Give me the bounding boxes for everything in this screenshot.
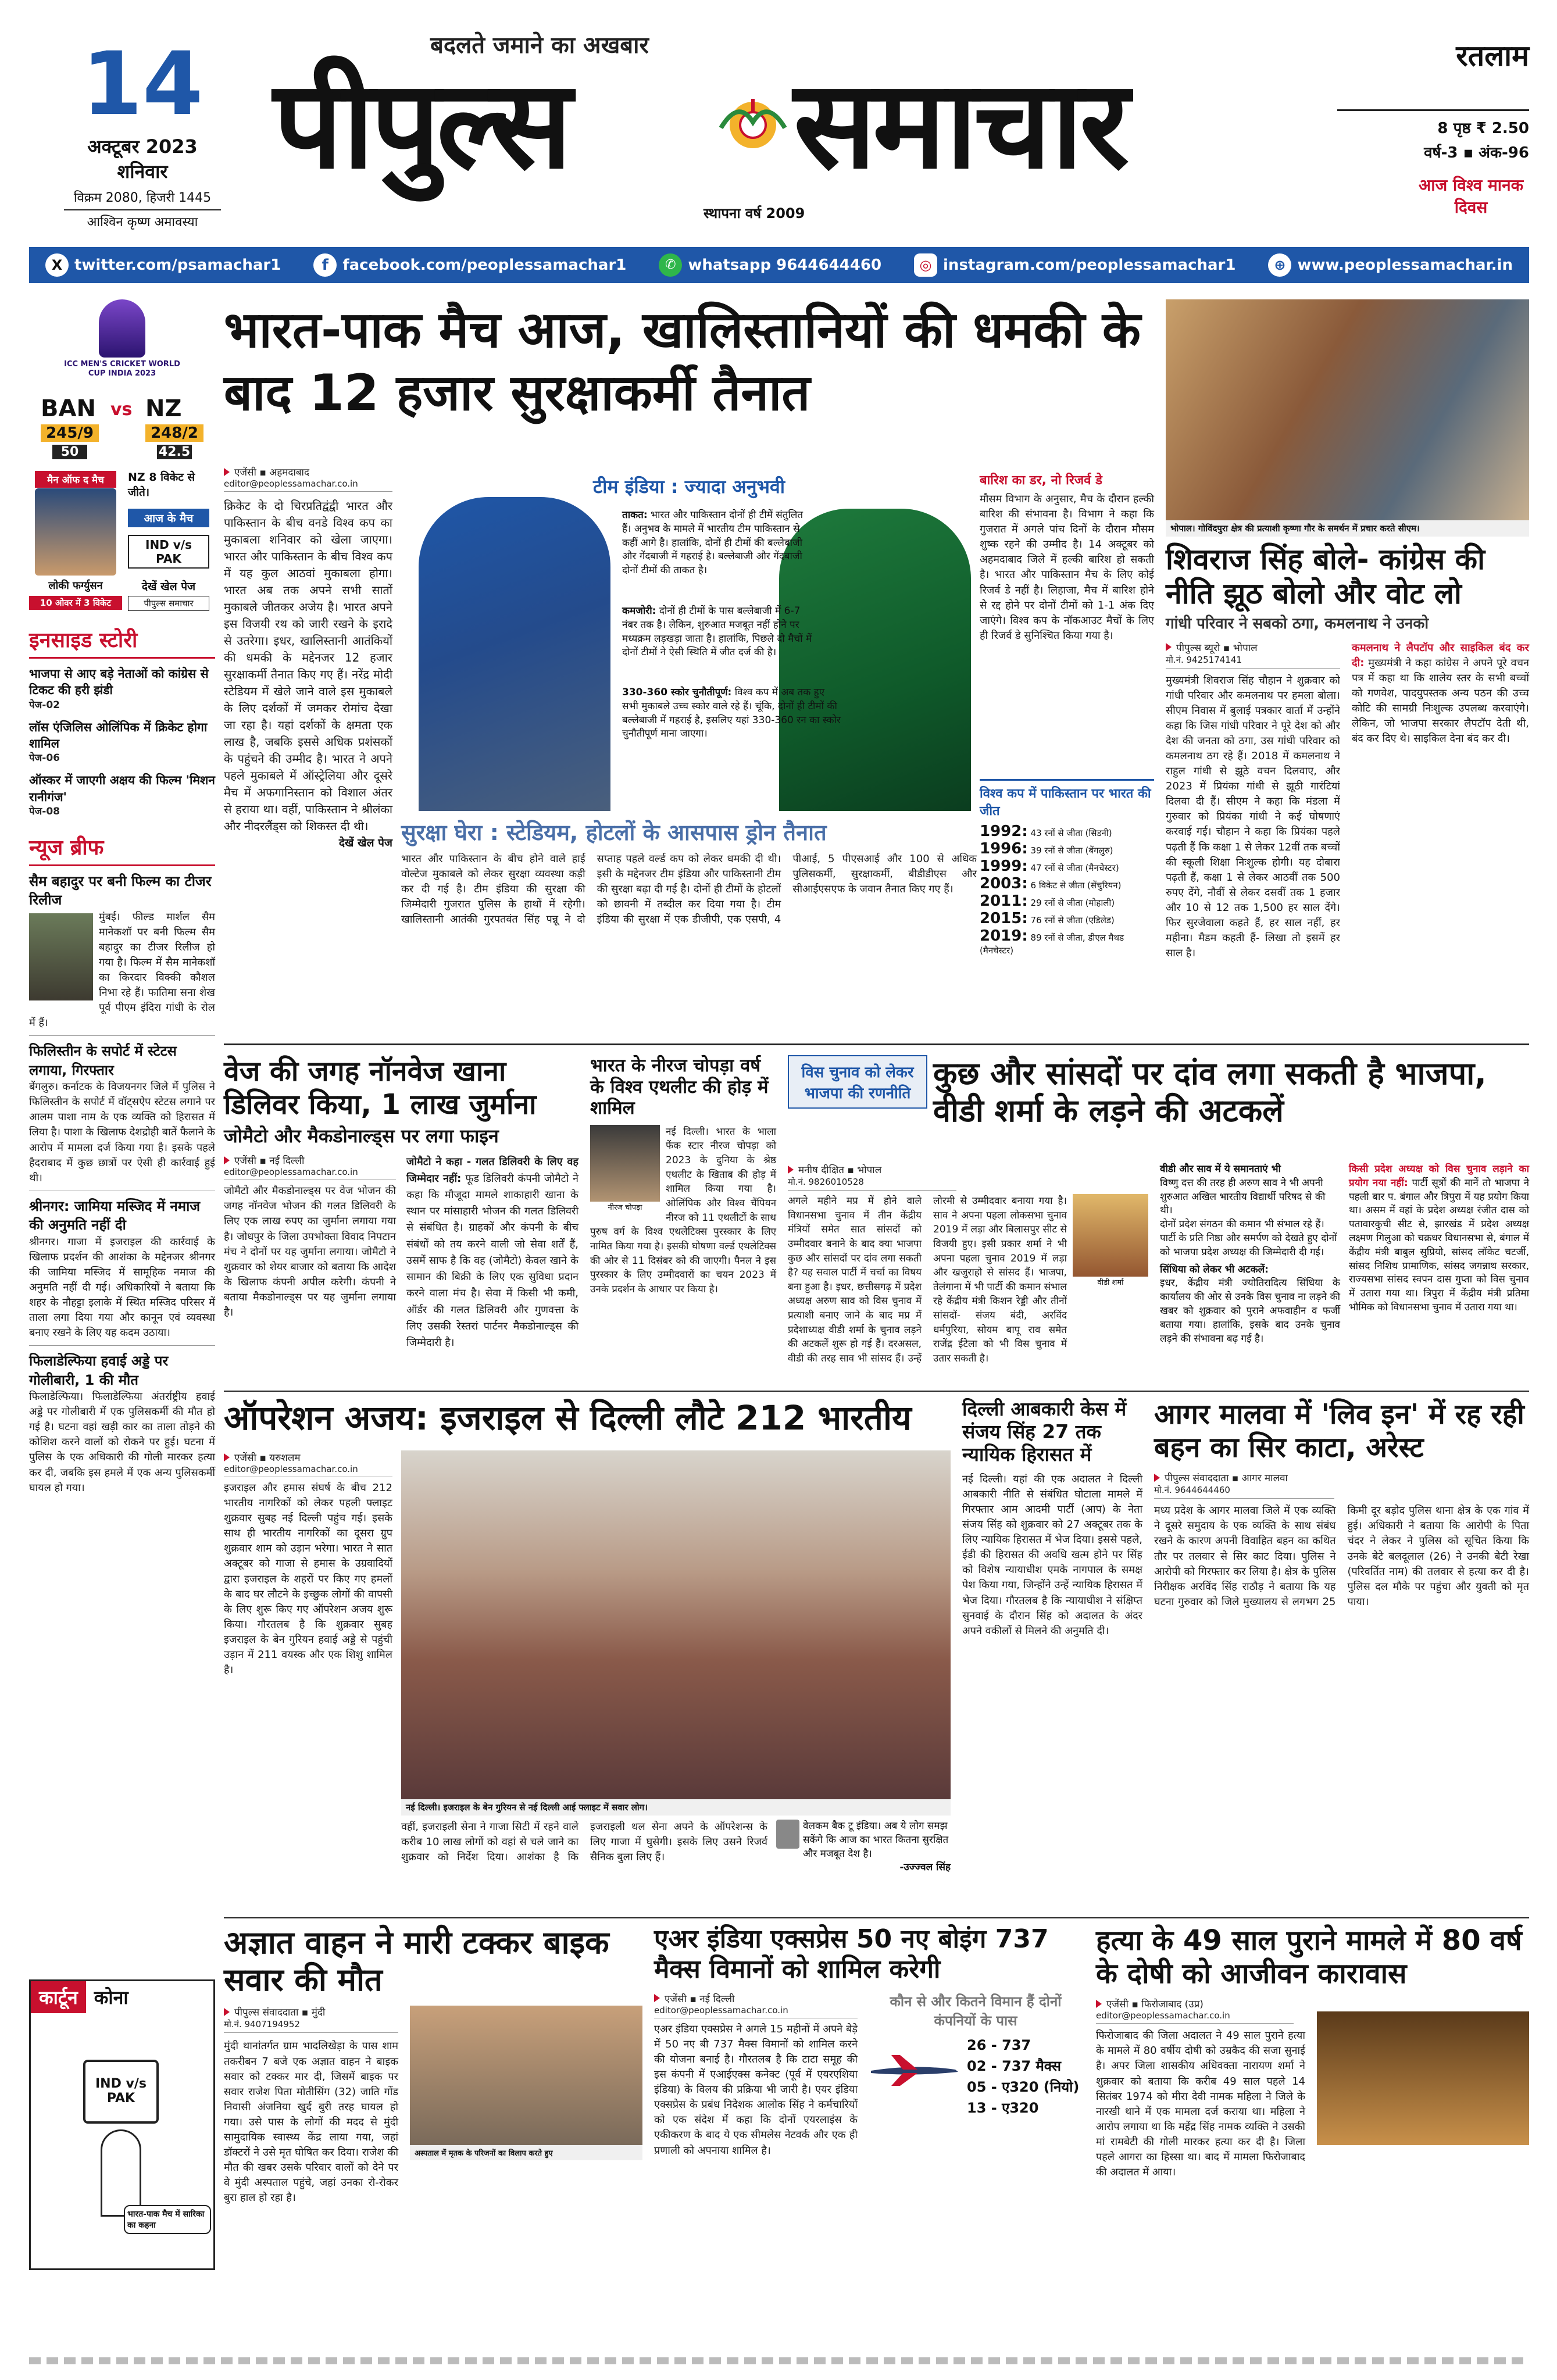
twitter-handle: twitter.com/psamachar1 (74, 256, 281, 274)
inside-item-text: लॉस एंजिलिस ओलिंपिक में क्रिकेट होगा शामिल (29, 720, 208, 751)
cartoon-drawing (31, 2013, 213, 2257)
bjp-photo (1073, 1194, 1148, 1287)
fleet-box-title: कौन से और कितने विमान हैं दोनों कंपनियों के पास (890, 1993, 1062, 2029)
neeraj-photo (590, 1125, 660, 1212)
score-credit: पीपुल्स समाचार (128, 596, 209, 611)
lead-headline: भारत-पाक मैच आज, खालिस्तानियों की धमकी के बाद 12 हजार सुरक्षाकर्मी तैनात (224, 301, 1141, 422)
team1-score: 245/9 (41, 424, 99, 442)
rain-title: बारिश का डर, नो रिजर्व डे (980, 473, 1102, 488)
news-brief-heading: न्यूज ब्रीफ (29, 832, 215, 866)
byline-marker-icon (654, 1994, 660, 2002)
left-sidebar (29, 299, 215, 2346)
zomato-subhead: जोमैटो और मैकडोनाल्ड्स पर लगा फाइन (224, 1125, 499, 1148)
shivraj-headline: शिवराज सिंह बोले- कांग्रेस की नीति झूठ बोलो और वोट लो (1166, 542, 1485, 610)
team1-name: BAN (41, 395, 96, 422)
shivraj-byline: पीपुल्स ब्यूरो ▪ भोपाल (1166, 641, 1340, 654)
quote-icon (776, 1820, 799, 1849)
sanjay-body: नई दिल्ली। यहां की एक अदालत ने दिल्ली आबकारी नीति से संबंधित घोटाला मामले में गिरफ्तार आम आदमी पार्टी (आप) के नेता संजय सिंह को शुक्रवार को 27 अक्टूबर तक के लिए न्यायिक हिरासत में भेज दिया। इससे पहले, ईडी की हिरासत की अवधि खत्म होने पर सिंह को विशेष न्यायाधीश एमके नागपाल के समक्ष पेश किया गया, जिन्होंने उन्हें न्यायिक हिरासत में भेज दिया। गौरतलब है कि न्यायाधीश ने संक्षिप्त सुनवाई के दौरान सिंह को अदालत के अंदर अपने वकीलों से मिलने की अनुमति दी। (962, 1473, 1142, 1637)
scoreboard (29, 299, 215, 613)
score-title: 330-360 स्कोर चुनौतीपूर्ण: (622, 687, 732, 698)
bjp-tag: विस चुनाव को लेकर भाजपा की रणनीति (788, 1055, 927, 1109)
bjp-box2: इधर, केंद्रीय मंत्री ज्योतिरादित्य सिंधिया के कार्यालय की ओर से उनके विस चुनाव ना लड़ने की खबर को शुक्रवार को पुराने अफवाहीन व फर्जी बताया गया। हालांकि, इसके बाद उनके चुनाव लड़ने की संभावना बढ़ गई है। (1160, 1277, 1340, 1345)
win-row: 2011: 29 रनों से जीता (मोहाली) (980, 892, 1115, 910)
tithi: आश्विन कृष्ण अमावस्या (64, 209, 221, 230)
team2-overs: 42.5 (157, 445, 192, 459)
social-bar (29, 247, 1529, 283)
samvat: विक्रम 2080, हिजरी 1445 (73, 191, 212, 205)
player-name: लोकी फर्ग्युसन (48, 580, 103, 592)
bjp-headline: कुछ और सांसदों पर दांव लगा सकती है भाजपा, वीडी शर्मा के लड़ने की अटकलें (933, 1055, 1487, 1129)
weakness-title: कमजोरी: (622, 605, 656, 617)
shivraj-sub2: मुख्यमंत्री ने कहा कांग्रेस ने अपने पूरे वचन पत्र में कहा था कि शालेय स्तर के सभी बच्चों को गणवेश, पादयुपस्तक अन्य पठन की उच्च कोटि की सामग्री निःशुल्क उपलब्ध करवाएंगे। लेकिन, जो भाजपा सरकार लैपटॉप देती थी, बंद कर दिए थे। साइकिल देना बंद कर दी। (1352, 656, 1529, 745)
shivraj-body: मुख्यमंत्री शिवराज सिंह चौहान ने शुक्रवार को गांधी परिवार और कमलनाथ पर हमला बोला। सीएम निवास में बुलाई पत्रकार वार्ता में उन्होंने कहा कि जिस गांधी परिवार ने पूरे देश को और देश की जनता को ठगा, उस गांधी परिवार को कमलनाथ ठग रहे हैं। 2018 में कमलनाथ ने राहुल गांधी से झूठे वचन दिलवाए, और 2023 में प्रियंका गांधी से झूठी गारंटियां दिलवा दी हैं। सीएम ने कहा कि मंडला में गुरुवार को प्रियंका गांधी ने कई घोषणाएं करवाई गई। चौहान ने कहा कि प्रियंका पहले पढ़ती हैं कि कक्षा 1 से लेकर 12वीं तक बच्चों की स्कूली शिक्षा निःशुल्क होगी। यह दोबारा पढ़ती हैं, कक्षा 1 से लेकर आठवीं तक 500 रुपए देंगे, नौवीं से लेकर दसवीं तक 1 हजार और 10 से 12 तक 1,500 हर साल देंगे। फिर सुरजेवाला कहते हैं, हर साल नहीं, हर महीना। मैडम कहती हैं- लिखा तो इसमें हर साल है। (1166, 674, 1340, 960)
ajay-body2: वहीं, इजराइली सेना ने गाजा सिटी में रहने वाले करीब 10 लाख लोगों को वहां से चले जाने का शुक्रवार को निर्देश दिया। आशंका है कि इजराइली थल सेना अपने के ऑपरेशन्स के लिए गाजा में घुसेगी। इसके लिए उसने रिजर्व सैनिक बुला लिए हैं। (401, 1821, 767, 1864)
security-head: सुरक्षा घेरा : स्टेडियम, होटलों के आसपास ड्रोन तैनात (401, 820, 827, 845)
lead-email: editor@peoplessamachar.co.in (224, 478, 392, 492)
ajay-quote: वेलकम बैक टू इंडिया। अब ये लोग समझ सकेंगे कि आज का भारत कितना सुरक्षित और मजबूत देश है। (803, 1820, 949, 1860)
inside-item[interactable] (29, 719, 215, 766)
website-url: www.peoplessamachar.in (1297, 256, 1513, 274)
team2-score: 248/2 (145, 424, 203, 442)
logo-emblem-icon (715, 87, 791, 163)
airindia-agency: एजेंसी ▪ नई दिल्ली (654, 1992, 858, 2005)
tv-board: IND v/s PAK (83, 2060, 159, 2124)
brief-title: फिलिस्तीन के सपोर्ट में स्टेटस लगाया, गिरफ्तार (29, 1043, 177, 1078)
win-row: 2003: 6 विकेट से जीता (सेंचुरियन) (980, 875, 1122, 892)
gavel-photo (1317, 2011, 1529, 2145)
shivraj-mobile: मो.नं. 9425174141 (1166, 654, 1340, 669)
rohit-photo (419, 497, 610, 811)
ajay-photo (401, 1450, 951, 1799)
brief-item (29, 1042, 215, 1191)
ajay-agency: एजेंसी ▪ यरुशलम (224, 1450, 392, 1464)
byline-marker-icon (224, 1453, 230, 1461)
wins-list (980, 823, 1154, 956)
win-row: 1996: 39 रनों से जीता (बेंगलुरु) (980, 840, 1113, 857)
brief-item (29, 872, 215, 1037)
wins-box (980, 779, 1154, 956)
row-divider (224, 1391, 1529, 1392)
weekday: शनिवार (117, 160, 168, 183)
ajay-email: editor@peoplessamachar.co.in (224, 1464, 392, 1477)
title-right: समाचार (794, 53, 1126, 196)
win-row: 1992: 43 रनों से जीता (सिडनी) (980, 823, 1112, 840)
twitter-icon: X (45, 253, 69, 277)
win-row: 1999: 47 रनों से जीता (मैनचेस्टर) (980, 857, 1119, 875)
bjp-box1-title: वीडी और साव में ये समानताएं भी (1160, 1163, 1281, 1175)
murder-email: editor@peoplessamachar.co.in (1096, 2010, 1294, 2024)
inside-story (29, 625, 215, 819)
established: स्थापना वर्ष 2009 (703, 205, 805, 221)
murder-body: फिरोजाबाद की जिला अदालत ने 49 साल पुराने हत्या के मामले में 80 वर्षीय दोषी को उम्रकैद की सजा सुनाई है। अपर जिला शासकीय अधिवक्ता नारायण शर्मा ने शुक्रवार को बताया कि करीब 49 साल पहले 14 सितंबर 1974 को मीरा देवी नामक महिला ने जिले के नारखी थाने में एक मामला दर्ज कराया था। महिला ने आरोप लगाया था कि महेंद्र सिंह नामक व्यक्ति ने उसकी मां रामबेटी की गोली मारकर हत्या कर दी है। जिला पहले आगरा का हिस्सा था। बाद में मामला फिरोजाबाद की अदालत में आया। (1096, 2029, 1305, 2179)
livein-mobile: मो.नं. 9644644460 (1154, 1484, 1334, 1499)
neeraj-photo-caption: नीरज चोपड़ा (590, 1202, 660, 1212)
brief-photo (29, 913, 93, 1000)
zomato-body: जोमैटो और मैकडोनाल्ड्स पर वेज भोजन की जगह नॉनवेज भोजन की गलत डिलिवरी के लिए एक लाख रुपए का जुर्माना लगाया गया है। जोधपुर के जिला उपभोक्ता विवाद निपटान मंच ने दोनों पर यह जुर्माना लगाया। जोमैटो ने शुक्रवार को शेयर बाजार को बताया कि आदेश के खिलाफ कंपनी अपील करेगी। कंपनी ने बताया मैकडोनाल्ड्स पर यह जुर्माना लगाया है। (224, 1185, 396, 1318)
lead-photo (401, 474, 983, 811)
sanjay-story (962, 1398, 1142, 1916)
plane-icon (868, 2052, 961, 2087)
byline-marker-icon (1154, 1474, 1160, 1482)
see-sports-link[interactable]: देखें खेल पेज (338, 837, 392, 849)
instagram-link[interactable] (914, 253, 1235, 277)
airindia-story (654, 1924, 1084, 2349)
weakness-block (622, 605, 814, 660)
website-link[interactable] (1268, 253, 1513, 277)
tagline: बदलते जमाने का अखबार (430, 32, 649, 59)
bjp-mobile: मो.नं. 9826010528 (788, 1176, 956, 1191)
footer-strip (29, 2357, 1529, 2364)
shivraj-subhead: गांधी परिवार ने सबको ठगा, कमलनाथ ने उनको (1166, 615, 1429, 632)
zomato-agency: एजेंसी ▪ नई दिल्ली (224, 1153, 396, 1167)
byline-marker-icon (224, 1156, 230, 1164)
brief-body: श्रीनगर। गाजा में इजराइल की कार्रवाई के खिलाफ प्रदर्शन की आशंका के मद्देनजर श्रीनगर की जामिया मस्जिद में सामूहिक नमाज की अनुमति नहीं दी गई। अधिकारियों ने बताया कि शहर के नौहट्टा इलाके में स्थित मस्जिद परिसर में ताला लगा दिया गया और कानून एवं व्यवस्था बनाए रखने के लिए यह कदम उठाया। (29, 1235, 215, 1339)
instagram-handle: instagram.com/peoplessamachar1 (943, 256, 1236, 274)
accident-photo-caption: अस्पताल में मृतक के परिजनों का विलाप करते हुए (410, 2145, 642, 2160)
airindia-headline: एअर इंडिया एक्सप्रेस 50 नए बोइंग 737 मैक्स विमानों को शामिल करेगी (654, 1924, 1049, 1984)
date-block (64, 34, 221, 230)
murder-headline: हत्या के 49 साल पुराने मामले में 80 वर्ष के दोषी को आजीवन कारावास (1096, 1924, 1522, 1990)
strength-text: भारत और पाकिस्तान दोनों ही टीमें संतुलित हैं। अनुभव के मामले में भारतीय टीम पाकिस्तान से कहीं आगे है। हालांकि, दोनों ही टीमों की बल्लेबाजी और गेंदबाजी में गहराई है। बल्लेबाजी और गेंदबाजी दोनों टीमों की ताकत है। (622, 509, 804, 577)
today-label: आज के मैच (128, 509, 209, 527)
shivraj-story (1166, 299, 1529, 1038)
news-brief (29, 832, 215, 1496)
bjp-box1-item: दोनों प्रदेश संगठन की कमान भी संभाल रहे हैं। (1160, 1218, 1324, 1231)
brief-title: श्रीनगर: जामिया मस्जिद में नमाज की अनुमति नहीं दी (29, 1198, 201, 1234)
inside-item[interactable] (29, 772, 215, 819)
whatsapp-number: whatsapp 9644644460 (688, 256, 882, 274)
accident-story (224, 1924, 642, 2349)
strength-block (622, 509, 814, 578)
fleet-item: 02 - 737 मैक्स (967, 2057, 1062, 2074)
globe-icon: ⊕ (1268, 253, 1291, 277)
inside-item-text: भाजपा से आए बड़े नेताओं को कांग्रेस से टिकट की हरी झंडी (29, 667, 209, 698)
instagram-icon: ◎ (914, 253, 937, 277)
shivraj-sub2-title: कमलनाथ ने लैपटॉप और साइकिल बंद कर दी: (1352, 641, 1529, 669)
pages-price: 8 पृष्ठ ₹ 2.50 (1437, 120, 1529, 137)
accident-byline: पीपुल्स संवाददाता ▪ मुंदी (224, 2005, 398, 2018)
whatsapp-link[interactable] (659, 253, 881, 277)
brief-item (29, 1352, 215, 1495)
bjp-byline: मनीष दीक्षित ▪ भोपाल (788, 1163, 1148, 1176)
world-cup-logo (64, 299, 180, 392)
livein-story (1154, 1398, 1529, 1916)
weakness-text: दोनों ही टीमों के पास बल्लेबाजी में 6-7 नंबर तक है। लेकिन, शुरुआत मजबूत नहीं होने पर मध्यक्रम लड़खड़ा जाता है। हालांकि, पिछले दो मैचों में दोनों टीमों ने ऐसी स्थिति में जीत दर्ज की है। (622, 605, 812, 659)
bjp-body: अगले महीने मप्र में होने वाले विधानसभा चुनाव में तीन केंद्रीय मंत्रियों समेत सात सांसदों को उम्मीदवार बनाने के बाद क्या भाजपा कुछ और सांसदों पर दांव लगा सकती है? यह सवाल पार्टी में चर्चा का विषय बना हुआ है। इधर, छत्तीसगढ़ में प्रदेश अध्यक्ष अरुण साव को विस चुनाव में प्रत्याशी बनाए जाने के बाद मप्र में प्रदेशाध्यक्ष वीडी शर्मा के चुनाव लड़ने की अटकलें शुरू हो गई हैं। दरअसल, वीडी की तरह साव भी सांसद हैं। उन्हें लोरमी से उम्मीदवार बनाया गया है। साव ने अपना पहला लोकसभा चुनाव 2019 में लड़ा और बिलासपुर सीट से विजयी हुए। इसी प्रकार शर्मा ने भी अपना पहला चुनाव 2019 में लड़ा और खजुराहो से सांसद हैं। भाजपा, तेलंगाना में भी पार्टी की कमान संभाल रहे केंद्रीय मंत्री किशन रेड्डी और तीनों सांसदों- संजय बंदी, अरविंद धर्मपुरिया, सोयम बापू राव समेत राजेंद्र ईटेला को भी विस चुनाव में उतार सकती है। (788, 1195, 1067, 1365)
facebook-link[interactable] (313, 253, 626, 277)
match-result: NZ 8 विकेट से जीते। (128, 471, 195, 499)
accident-photo (410, 2006, 642, 2145)
neeraj-body: नई दिल्ली। भारत के भाला फेंक स्टार नीरज चोपड़ा को 2023 के दुनिया के श्रेष्ठ एथलीट के खिताब की होड़ में शामिल किया गया है। ओलिंपिक और विश्व चैंपियन नीरज को 11 एथलीटों के साथ पुरुष वर्ग के विश्व एथलेटिक्स पुरस्कार के लिए नामित किया गया है। इसकी घोषणा वर्ल्ड एथलेटिक्स की ओर से 11 दिसंबर को की जाएगी। पैनल ने इस पुरस्कार के लिए उम्मीदवारों का चयन 2023 में उनके प्रदर्शन के आधार पर किया है। (590, 1125, 776, 1295)
zomato-headline: वेज की जगह नॉनवेज खाना डिलिवर किया, 1 लाख जुर्माना (224, 1055, 537, 1121)
murder-story (1096, 1924, 1529, 2349)
row-divider (224, 1044, 1529, 1045)
brief-title: फिलाडेल्फिया हवाई अड्डे पर गोलीबारी, 1 की मौत (29, 1353, 169, 1388)
team1-overs: 50 (52, 445, 87, 459)
cartoon-title-left: कार्टून (31, 1981, 86, 2013)
win-row: 2015: 76 रनों से जीता (एडिलेड) (980, 910, 1115, 927)
bjp-box3 (1349, 1163, 1529, 1315)
date-month-year: अक्टूबर 2023 (87, 135, 198, 158)
score-text: विश्व कप में अब तक हुए सभी मुकाबले उच्च स्कोर वाले रहे हैं। चूंकि, दोनों ही टीमों की बल्लेबाजी में गहराई है, इसलिए यहां 330-360 रन का स्कोर चुनौतीपूर्ण माना जाएगा। (622, 687, 841, 740)
ajay-quote-by: -उज्ज्वल सिंह (899, 1861, 951, 1874)
today-match: IND v/s PAK (128, 535, 209, 569)
title-left: पीपुल्स (273, 53, 569, 196)
bjp-box (1160, 1163, 1340, 1346)
mom-label: मैन ऑफ द मैच (35, 471, 116, 488)
score-block (622, 686, 843, 741)
day-note: आज विश्व मानक दिवस (1418, 176, 1524, 217)
masthead (0, 0, 1557, 256)
airindia-body: एअर इंडिया एक्सप्रेस ने अगले 15 महीनों में अपने बेड़े में 50 नए बी 737 मैक्स विमानों को शामिल करने की योजना बनाई है। गौरतलब है कि टाटा समूह की इस कंपनी में एआईएक्स कनेक्ट (पूर्व में एयरएशिया इंडिया) के विलय की प्रक्रिया भी जारी है। एयर इंडिया एक्सप्रेस के प्रबंध निदेशक आलोक सिंह ने कर्मचारियों को एक संदेश में कहा कि दोनों एयरलाइंस के एकीकरण के बाद ये एक सीमलेस नेटवर्क और एक ही प्रणाली को अपनाया शामिल है। (654, 2022, 858, 2157)
airindia-email: editor@peoplessamachar.co.in (654, 2005, 858, 2018)
brief-body: फिलाडेल्फिया। फिलाडेल्फिया अंतर्राष्ट्रीय हवाई अड्डे पर गोलीबारी में एक पुलिसकर्मी की मौत हो गई है। घटना वहां खड़ी कार का ताला तोड़ने की कोशिश करने वालों को रोकने पर हुई। घटना में पुलिस के एक अधिकारी की गोली मारकर हत्या कर दी, जबकि इस हमले में एक अन्य पुलिसकर्मी घायल हो गया। (29, 1391, 215, 1494)
accident-headline: अज्ञात वाहन ने मारी टक्कर बाइक सवार की मौत (224, 1924, 609, 1998)
accident-mobile: मो.नं. 9407194952 (224, 2018, 398, 2033)
bjp-story (788, 1055, 1529, 1381)
vs-label: vs (110, 399, 133, 420)
livein-body: मध्य प्रदेश के आगर मालवा जिले में एक व्यक्ति ने दूसरे समुदाय के एक व्यक्ति के साथ संबंध रखने के कारण अपनी विवाहित बहन का कथित तौर पर तलवार से सिर काट दिया। पुलिस ने आरोपी को गिरफ्तार कर लिया है। क्षेत्र के पुलिस निरीक्षक अरविंद सिंह राठौड़ ने बताया कि यह घटना गुरुवार को जिले मुख्यालय से लगभग 25 किमी दूर बड़ोद पुलिस थाना क्षेत्र के एक गांव में हुई। अधिकारी ने बताया कि आरोपी के पिता चंदर ने लेकर ने पुलिस को सूचित किया कि उनके बेटे बलदूलाल (26) ने उनकी बेटी रेखा (परिवर्तित नाम) की तलवार से हत्या कर दी है। पुलिस दल मौके पर पहुंचा और युवती को मृत पाया। (1154, 1505, 1529, 1608)
bjp-box1-item: विष्णु दत्त की तरह ही अरुण साव ने भी अपनी शुरुआत अखिल भारतीय विद्यार्थी परिषद से की थी। (1160, 1177, 1326, 1217)
lead-story (224, 299, 1154, 1038)
inside-item[interactable] (29, 666, 215, 712)
fleet-item: 26 - 737 (967, 2036, 1031, 2053)
cartoon-corner (29, 1979, 215, 2270)
bjp-box2-title: सिंधिया को लेकर भी अटकलें: (1160, 1263, 1269, 1275)
shivraj-caption: भोपाल। गोविंदपुरा क्षेत्र की प्रत्याशी कृष्णा गौर के समर्थन में प्रचार करते सीएम। (1166, 520, 1529, 537)
security-body: भारत और पाकिस्तान के बीच होने वाले हाई वोल्टेज मुकाबले को लेकर सुरक्षा व्यवस्था कड़ी कर दी गई है। टीम इंडिया की सुरक्षा की जिम्मेदारी गुजरात पुलिस के हाथों में रहेगी। खालिस्तानी आतंकी गुरपतवंत सिंह पन्नू ने दो सप्ताह पहले वर्ल्ड कप को लेकर धमकी दी थी। इसी के मद्देनजर टीम इंडिया और पाकिस्तानी टीम की सुरक्षा बढ़ा दी गई है। दोनों ही टीमों के होटलों को छावनी में तब्दील कर दिया गया है। टीम इंडिया की सुरक्षा में एक डीजीपी, एक एसपी, 4 पीआई, 5 पीएसआई और 100 से अधिक पुलिसकर्मी, सुरक्षाकर्मी, बीडीडीएस और सीआईएसएफ के जवान तैनात किए गए हैं। (401, 853, 977, 926)
brief-item (29, 1197, 215, 1346)
volume: वर्ष-3 ▪ अंक-96 (1424, 144, 1529, 162)
zomato-email: editor@peoplessamachar.co.in (224, 1167, 396, 1180)
facebook-handle: facebook.com/peoplessamachar1 (342, 256, 627, 274)
lead-agency: एजेंसी ▪ अहमदाबाद (224, 465, 392, 478)
inside-item-page: पेज-08 (29, 805, 60, 817)
accident-body: मुंदी थानांतर्गत ग्राम भादलिखेड़ा के पास शाम तकरीबन 7 बजे एक अज्ञात वाहन ने बाइक सवार को टक्कर मार दी, जिसमें बाइक पर सवार राजेश पिता मोतीसिंग (32) जाति गोंड निवासी अंजनिया खुर्द बुरी तरह घायल हो गया। उसे पास के लोगों की मदद से मुंदी सामुदायिक स्वास्थ्य केंद्र लाया गया, जहां डॉक्टरों ने उसे मृत घोषित कर दिया। राजेश की मौत की खबर उसके परिवार वालों को देने पर वे मुंदी अस्पताल पहुंचे, जहां उनका रो-रोकर बुरा हाल हो रहा है। (224, 2040, 399, 2204)
neeraj-headline: भारत के नीरज चोपड़ा वर्ष के विश्व एथलीट की होड़ में शामिल (590, 1055, 769, 1119)
brief-title: सैम बहादुर पर बनी फिल्म का टीजर रिलीज (29, 873, 212, 909)
cartoon-figure (101, 2129, 141, 2217)
zomato-quote: फूड डिलिवरी कंपनी जोमैटो ने कहा कि मौजूदा मामले शाकाहारी खाना के स्थान पर मांसाहारी भोजन की गलत डिलिवरी से संबंधित है। ग्राहकों और कंपनी के बीच संबंधों को तय करने वाली जो सेवा शर्तें हैं, उसमें साफ है कि वह (जोमैटो) केवल खाने के सामान की बिक्री के लिए एक सुविधा प्रदान करने वाला मंच है। सेवा में किसी भी कमी, ऑर्डर की गलत डिलिवरी और गुणवत्ता के लिए उसकी रेस्तरां पार्टनर मैकडोनाल्ड्स की जिम्मेदारी है। (406, 1172, 579, 1349)
wins-title: विश्व कप में पाकिस्तान पर भारत की जीत (980, 779, 1154, 819)
rain-box (980, 471, 1154, 644)
see-page[interactable]: देखें खेल पेज (141, 580, 196, 593)
cartoon-title-right: कोना (94, 1986, 128, 2009)
murder-agency: एजेंसी ▪ फिरोजाबाद (उप्र) (1096, 1997, 1294, 2010)
win-row: 2019: 89 रनों से जीता, डीएल मैथड (मैनचेस्टर) (980, 927, 1124, 956)
ajay-quote-box (776, 1820, 951, 1875)
inside-heading: इनसाइड स्टोरी (29, 625, 215, 659)
lead-body: क्रिकेट के दो चिरप्रतिद्वंद्वी भारत और पाकिस्तान के बीच वनडे विश्व कप का मुकाबला शनिवार को खेला जाएगा। भारत और पाकिस्तान के बीच विश्व कप में यह कुल आठवां मुकाबला होगा। भारत अब तक अपने सभी सातों मुकाबले जीतकर अजेय है। भारत अपने इस विजयी रथ को जारी रखने के इरादे से उतरेगा। इधर, खालिस्तानी आतंकियों की धमकी के मद्देनजर 12 हजार सुरक्षाकर्मी तैनात किए गए हैं। नरेंद्र मोदी स्टेडियम में खेले जाने वाले इस मुकाबले के लिए दर्शकों में जमकर रोमांच देखा जा रहा है। यहां दर्शकों के क्षमता एक लाख है, जबकि इससे अधिक प्रशंसकों के पहुंचने की उम्मीद है। भारत ने अपने पहले मुकाबले में ऑस्ट्रेलिया और दूसरे मैच में अफगानिस्तान को विशाल अंतर से हराया था। वहीं, पाकिस्तान ने श्रीलंका और नीदरलैंड्स को शिकस्त दी थी। (224, 499, 392, 833)
brief-body: मुंबई। फील्ड मार्शल सैम मानेकशॉ पर बनी फिल्म सैम बहादुर का टीजर रिलीज हो गया है। फिल्म में सैम मानेकशॉ का किरदार विक्की कौशल निभा रहे हैं। फातिमा सना शेख पूर्व पीएम इंदिरा गांधी के रोल में हैं। (29, 910, 215, 1030)
strength-title: ताकत: (622, 509, 648, 521)
facebook-icon: f (313, 253, 337, 277)
whatsapp-icon: ✆ (659, 253, 682, 277)
team-label: टीम इंडिया : ज्यादा अनुभवी (593, 476, 785, 498)
player-stat: 10 ओवर में 3 विकेट (29, 596, 122, 610)
row-divider (224, 1917, 1529, 1918)
byline-marker-icon (224, 2008, 230, 2016)
fleet-item: 05 - ए320 (नियो) (967, 2078, 1080, 2095)
ajay-story (224, 1398, 951, 1916)
bjp-box1-item: पार्टी के प्रति निष्ठा और समर्पण को देखते हुए दोनों को भाजपा प्रदेश अध्यक्ष की जिम्मेदारी दी गई। (1160, 1232, 1337, 1258)
byline-marker-icon (224, 468, 230, 476)
bjp-box3-title: किसी प्रदेश अध्यक्ष को विस चुनाव लड़ाने का प्रयोग नया नहीं: (1349, 1163, 1529, 1189)
ajay-body: इजराइल और हमास संघर्ष के बीच 212 भारतीय नागरिकों को लेकर पहली फ्लाइट शुक्रवार सुबह नई दिल्ली पहुंच गई। इसके साथ ही भारतीय नागरिकों का दूसरा ग्रुप शुक्रवार शाम को उड़ान भरेगा। भारत ने सात अक्टूबर को गाजा से हमास के उग्रवादियों द्वारा इजराइल के शहरों पर किए गए हमलों के बाद घर लौटने के इच्छुक लोगों की वापसी के लिए शुरू किए गए ऑपरेशन अजय शुरू किया। गौरतलब है कि शुक्रवार सुबह इजराइल के बेन गुरियन हवाई अड्डे से पहुंची उड़ान में 211 वयस्क और एक शिशु शामिल है। (224, 1482, 392, 1677)
shivraj-photo (1166, 299, 1529, 520)
fleet-item: 13 - ए320 (967, 2099, 1039, 2116)
neeraj-story (590, 1055, 776, 1381)
ajay-photo-caption: नई दिल्ली। इजराइल के बेन गुरियन से नई दिल्ली आई फ्लाइट में सवार लोग। (401, 1799, 951, 1816)
event-name: ICC MEN'S CRICKET WORLD CUP INDIA 2023 (64, 360, 180, 378)
bjp-photo-caption: वीडी शर्मा (1073, 1277, 1148, 1287)
trophy-icon (99, 299, 145, 358)
player-photo (35, 488, 116, 576)
masthead-right (1337, 35, 1529, 218)
livein-headline: आगर मालवा में 'लिव इन' में रह रही बहन का सिर काटा, अरेस्ट (1154, 1398, 1524, 1464)
team2-name: NZ (145, 395, 182, 422)
rain-body: मौसम विभाग के अनुसार, मैच के दौरान हल्की बारिश की संभावना है। विभाग ने कहा कि गुजरात में अगले पांच दिनों के दौरान मौसम शुष्क रहने की उम्मीद है। 14 अक्टूबर को अहमदाबाद जिले में हल्की बारिश हो सकती है। भारत और पाकिस्तान मैच के लिए कोई रिजर्व डे नहीं है। लिहाजा, मैच में बारिश होने से रद्द होने पर दोनों टीमों को 1-1 अंक दिए जाएंगे। विश्व कप के नॉकआउट मैचों के लिए ही रिजर्व डे सुनिश्चित किया गया है। (980, 493, 1154, 642)
brief-body: बेंगलुरु। कर्नाटक के विजयनगर जिले में पुलिस ने फिलिस्तीन के सपोर्ट में वॉट्सऐप स्टेटस लगाने पर आलम पाशा नाम के एक व्यक्ति को हिरासत में लिया है। पाशा के खिलाफ देशद्रोही बातें फैलाने के आरोप में मामला दर्ज किया गया है। इसके पहले हैदराबाद में कुछ छात्रों पर ऐसी ही कार्रवाई हुई थी। (29, 1081, 215, 1184)
fleet-box (868, 2035, 1083, 2168)
livein-byline: पीपुल्स संवाददाता ▪ आगर मालवा (1154, 1471, 1334, 1484)
bjp-box3-body: पार्टी सूत्रों की मानें तो भाजपा ने पहली बार प. बंगाल और त्रिपुरा में यह प्रयोग किया था। असम में वहां के प्रदेश अध्यक्ष रंजीत दास को पतावारकुची सीट से, झारखंड में प्रदेश अध्यक्ष लक्ष्मण गिलुआ को चक्रधर विधानसभा से, बंगाल में केंद्रीय मंत्री बाबुल सुप्रियो, सांसद लॉकेट चटर्जी, सांसद निशिथ प्रामाणिक, सांसद जगन्नाथ सरकार, राज्यसभा सांसद स्वपन दास गुप्ता को विस चुनाव में उतारा गया था। त्रिपुरा में केंद्रीय मंत्री प्रतिमा भौमिक को विधानसभा चुनाव में उतारा गया था। (1349, 1177, 1529, 1313)
sanjay-headline: दिल्ली आबकारी केस में संजय सिंह 27 तक न्यायिक हिरासत में (962, 1398, 1127, 1466)
date-day: 14 (81, 34, 203, 135)
ajay-headline: ऑपरेशन अजय: इजराइल से दिल्ली लौटे 212 भारतीय (224, 1398, 912, 1438)
inside-item-text: ऑस्कर में जाएगी अक्षय की फिल्म 'मिशन रानीगंज' (29, 773, 215, 804)
cartoon-bubble: भारत-पाक मैच में सारिका का कहना (124, 2205, 211, 2234)
inside-item-page: पेज-02 (29, 699, 60, 711)
city: रतलाम (1456, 39, 1529, 73)
byline-marker-icon (1166, 643, 1172, 651)
zomato-story (224, 1055, 578, 1381)
byline-marker-icon (1096, 2000, 1102, 2008)
zomato-quote-title: जोमैटो ने कहा - गलत डिलिवरी के लिए वह जिम्मेदार नहीं: (406, 1156, 578, 1185)
twitter-link[interactable] (45, 253, 281, 277)
inside-item-page: पेज-06 (29, 752, 60, 764)
byline-marker-icon (788, 1166, 794, 1174)
